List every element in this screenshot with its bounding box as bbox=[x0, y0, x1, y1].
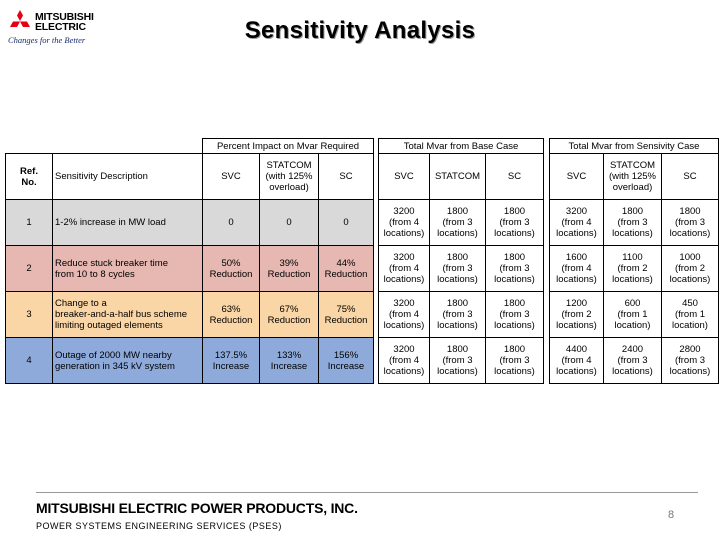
base-case-cell bbox=[379, 292, 430, 338]
table-row bbox=[6, 200, 719, 246]
cell-text-line: (from 3 bbox=[442, 355, 473, 366]
logo-wordmark-line1: MITSUBISHI bbox=[35, 11, 94, 23]
cell-text-line: locations) bbox=[669, 228, 711, 239]
cell-text-line: 44% bbox=[336, 257, 356, 269]
sensitivity-case-cell bbox=[550, 338, 604, 384]
cell-text-line: (from 4 bbox=[561, 355, 592, 366]
cell-text-line: location) bbox=[614, 320, 651, 331]
header-description: Sensitivity Description bbox=[53, 154, 203, 200]
description-cell bbox=[53, 292, 203, 338]
table-row bbox=[6, 292, 719, 338]
cell-text-line: overload) bbox=[612, 182, 653, 193]
sensitivity-table bbox=[5, 138, 719, 384]
cell-text-line: 600 bbox=[624, 298, 641, 309]
sensitivity-case-cell bbox=[604, 200, 662, 246]
cell-text-line: 3200 bbox=[393, 206, 415, 217]
cell-text-line: locations) bbox=[383, 228, 425, 239]
cell-text-line: 1800 bbox=[446, 206, 469, 217]
cell-text-line: (from 4 bbox=[388, 217, 420, 228]
group-header-base-case: Total Mvar from Base Case bbox=[379, 139, 544, 154]
description-cell bbox=[53, 246, 203, 292]
cell-text-line: 133% bbox=[276, 349, 302, 361]
impact-cell bbox=[260, 292, 319, 338]
cell-text-line: 1800 bbox=[679, 206, 701, 217]
impact-cell bbox=[203, 338, 260, 384]
base-case-cell bbox=[379, 338, 430, 384]
cell-text-line: (from 3 bbox=[617, 217, 648, 228]
cell-text-line: locations) bbox=[437, 320, 478, 331]
logo-wordmark-line2: ELECTRIC bbox=[35, 21, 86, 33]
base-case-cell bbox=[486, 200, 544, 246]
cell-text-line: 0 bbox=[228, 217, 234, 228]
cell-text-line: locations) bbox=[669, 274, 711, 285]
cell-text-line: breaker-and-a-half bus scheme bbox=[55, 309, 188, 320]
cell-text-line: 3200 bbox=[393, 252, 415, 263]
cell-text-line: locations) bbox=[556, 228, 597, 239]
ref-number-cell: 2 bbox=[6, 246, 53, 292]
cell-text-line: locations) bbox=[612, 274, 653, 285]
cell-text-line: overload) bbox=[269, 182, 309, 193]
cell-text-line: Ref. bbox=[20, 165, 38, 177]
cell-text-line: 2400 bbox=[621, 344, 644, 355]
base-case-cell bbox=[430, 246, 486, 292]
cell-text-line: 450 bbox=[682, 298, 698, 309]
cell-text-line: locations) bbox=[494, 274, 535, 285]
cell-text-line: 3200 bbox=[393, 298, 415, 309]
cell-text-line: Reduce stuck breaker time bbox=[55, 257, 168, 269]
cell-text-line: 2800 bbox=[679, 344, 701, 355]
sens-svc-header: SVC bbox=[550, 154, 604, 200]
cell-text-line: Reduction bbox=[267, 314, 311, 326]
base-case-cell bbox=[486, 338, 544, 384]
cell-text-line: (from 3 bbox=[442, 263, 473, 274]
sensitivity-case-cell bbox=[662, 292, 719, 338]
cell-text-line: locations) bbox=[669, 366, 711, 377]
base-case-cell bbox=[379, 200, 430, 246]
cell-text-line: locations) bbox=[556, 366, 597, 377]
cell-text-line: 1800 bbox=[503, 206, 526, 217]
impact-cell bbox=[203, 200, 260, 246]
description-cell bbox=[53, 338, 203, 384]
cell-text-line: locations) bbox=[437, 274, 478, 285]
cell-text-line: (from 4 bbox=[561, 263, 592, 274]
cell-text-line: Reduction bbox=[267, 268, 311, 280]
page-number: 8 bbox=[668, 509, 675, 521]
ref-number-cell: 1 bbox=[6, 200, 53, 246]
group-header-sensitivity-case: Total Mvar from Sensivity Case bbox=[550, 139, 719, 154]
cell-text-line: (from 2 bbox=[561, 309, 592, 320]
base-svc-header: SVC bbox=[379, 154, 430, 200]
cell-text-line: (from 3 bbox=[674, 355, 706, 366]
cell-text-line: 63% bbox=[221, 303, 241, 315]
sensitivity-case-cell bbox=[604, 292, 662, 338]
impact-sc-header: SC bbox=[319, 154, 374, 200]
cell-text-line: 1100 bbox=[622, 252, 643, 263]
cell-text-line: 1800 bbox=[446, 252, 469, 263]
cell-text-line: locations) bbox=[612, 228, 653, 239]
sensitivity-case-cell bbox=[550, 246, 604, 292]
ref-number-cell: 4 bbox=[6, 338, 53, 384]
cell-text-line: STATCOM bbox=[609, 160, 656, 171]
cell-text-line: (from 2 bbox=[617, 263, 648, 274]
cell-text-line: 1800 bbox=[503, 298, 526, 309]
sensitivity-case-cell bbox=[662, 338, 719, 384]
cell-text-line: 156% bbox=[333, 349, 359, 361]
cell-text-line: 4400 bbox=[565, 344, 588, 355]
impact-cell bbox=[260, 246, 319, 292]
cell-text-line: locations) bbox=[383, 274, 425, 285]
sens-sc-header: SC bbox=[662, 154, 719, 200]
cell-text-line: (from 2 bbox=[674, 263, 706, 274]
cell-text-line: (from 4 bbox=[388, 355, 420, 366]
cell-text-line: Change to a bbox=[55, 298, 107, 309]
sensitivity-case-cell bbox=[604, 338, 662, 384]
cell-text-line: locations) bbox=[556, 320, 597, 331]
cell-text-line: (from 1 bbox=[674, 309, 706, 320]
cell-text-line: 39% bbox=[279, 257, 299, 269]
cell-text-line: locations) bbox=[494, 320, 535, 331]
cell-text-line: 67% bbox=[279, 303, 299, 315]
cell-text-line: 1600 bbox=[565, 252, 588, 263]
impact-cell bbox=[260, 338, 319, 384]
cell-text-line: Increase bbox=[212, 360, 250, 372]
cell-text-line: 1200 bbox=[565, 298, 588, 309]
cell-text-line: (from 3 bbox=[499, 355, 530, 366]
cell-text-line: limiting outaged elements bbox=[55, 320, 163, 331]
impact-cell bbox=[319, 292, 374, 338]
impact-cell bbox=[203, 246, 260, 292]
cell-text-line: 3200 bbox=[393, 344, 415, 355]
cell-text-line: locations) bbox=[383, 366, 425, 377]
group-header-percent-impact: Percent Impact on Mvar Required bbox=[203, 139, 374, 154]
cell-text-line: Reduction bbox=[324, 314, 368, 326]
cell-text-line: (from 3 bbox=[499, 263, 530, 274]
cell-text-line: 137.5% bbox=[214, 349, 248, 361]
cell-text-line: (from 3 bbox=[617, 355, 648, 366]
cell-text-line: 1-2% increase in MW load bbox=[55, 217, 166, 228]
base-case-cell bbox=[430, 338, 486, 384]
sensitivity-case-cell bbox=[662, 200, 719, 246]
cell-text-line: Reduction bbox=[324, 268, 368, 280]
sensitivity-case-cell bbox=[550, 292, 604, 338]
cell-text-line: (from 3 bbox=[499, 309, 530, 320]
base-case-cell bbox=[379, 246, 430, 292]
cell-text-line: locations) bbox=[494, 366, 535, 377]
cell-text-line: locations) bbox=[494, 228, 535, 239]
table-row bbox=[6, 246, 719, 292]
sensitivity-case-cell bbox=[550, 200, 604, 246]
cell-text-line: (from 1 bbox=[617, 309, 648, 320]
impact-cell bbox=[319, 338, 374, 384]
cell-text-line: locations) bbox=[612, 366, 653, 377]
cell-text-line: (with 125% bbox=[265, 171, 313, 182]
sens-statcom-header bbox=[604, 154, 662, 200]
footer-company-name: MITSUBISHI ELECTRIC POWER PRODUCTS, INC. bbox=[36, 500, 358, 516]
cell-text-line: location) bbox=[672, 320, 708, 331]
cell-text-line: from 10 to 8 cycles bbox=[55, 268, 135, 280]
cell-text-line: locations) bbox=[556, 274, 597, 285]
logo-tagline: Changes for the Better bbox=[8, 35, 86, 45]
footer-division: POWER SYSTEMS ENGINEERING SERVICES (PSES) bbox=[36, 521, 282, 531]
cell-text-line: (with 125% bbox=[609, 171, 656, 182]
cell-text-line: 0 bbox=[286, 217, 292, 228]
impact-cell bbox=[319, 246, 374, 292]
cell-text-line: (from 4 bbox=[388, 309, 420, 320]
cell-text-line: 1000 bbox=[679, 252, 701, 263]
cell-text-line: 0 bbox=[343, 217, 349, 228]
cell-text-line: (from 4 bbox=[561, 217, 592, 228]
cell-text-line: Reduction bbox=[209, 314, 253, 326]
impact-cell bbox=[203, 292, 260, 338]
base-case-cell bbox=[486, 292, 544, 338]
base-sc-header: SC bbox=[486, 154, 544, 200]
cell-text-line: Increase bbox=[270, 360, 308, 372]
cell-text-line: 1800 bbox=[503, 344, 526, 355]
base-case-cell bbox=[486, 246, 544, 292]
impact-cell bbox=[260, 200, 319, 246]
group-header-row bbox=[6, 139, 719, 154]
cell-text-line: 3200 bbox=[565, 206, 588, 217]
cell-text-line: locations) bbox=[437, 366, 478, 377]
impact-statcom-header bbox=[260, 154, 319, 200]
base-case-cell bbox=[430, 200, 486, 246]
header-ref-no bbox=[6, 154, 53, 200]
description-cell bbox=[53, 200, 203, 246]
cell-text-line: STATCOM bbox=[266, 160, 312, 171]
ref-number-cell: 3 bbox=[6, 292, 53, 338]
page-title: Sensitivity Analysis bbox=[244, 17, 476, 44]
cell-text-line: (from 3 bbox=[499, 217, 530, 228]
cell-text-line: 1800 bbox=[621, 206, 644, 217]
cell-text-line: 1800 bbox=[446, 298, 469, 309]
impact-cell bbox=[319, 200, 374, 246]
cell-text-line: locations) bbox=[383, 320, 425, 331]
cell-text-line: 75% bbox=[336, 303, 356, 315]
cell-text-line: 1800 bbox=[503, 252, 526, 263]
cell-text-line: (from 3 bbox=[674, 217, 706, 228]
column-header-row bbox=[6, 154, 719, 200]
cell-text-line: 1800 bbox=[446, 344, 469, 355]
cell-text-line: Reduction bbox=[209, 268, 253, 280]
table-row bbox=[6, 338, 719, 384]
cell-text-line: Increase bbox=[327, 360, 365, 372]
base-case-cell bbox=[430, 292, 486, 338]
cell-text-line: generation in 345 kV system bbox=[55, 360, 175, 372]
sensitivity-case-cell bbox=[604, 246, 662, 292]
cell-text-line: (from 3 bbox=[442, 217, 473, 228]
cell-text-line: locations) bbox=[437, 228, 478, 239]
base-statcom-header: STATCOM bbox=[430, 154, 486, 200]
cell-text-line: No. bbox=[21, 176, 37, 188]
cell-text-line: (from 4 bbox=[388, 263, 420, 274]
footer-divider bbox=[36, 492, 698, 493]
header-blank bbox=[6, 139, 203, 154]
cell-text-line: 50% bbox=[221, 257, 241, 269]
impact-svc-header: SVC bbox=[203, 154, 260, 200]
cell-text-line: Outage of 2000 MW nearby bbox=[55, 349, 172, 361]
cell-text-line: (from 3 bbox=[442, 309, 473, 320]
sensitivity-case-cell bbox=[662, 246, 719, 292]
